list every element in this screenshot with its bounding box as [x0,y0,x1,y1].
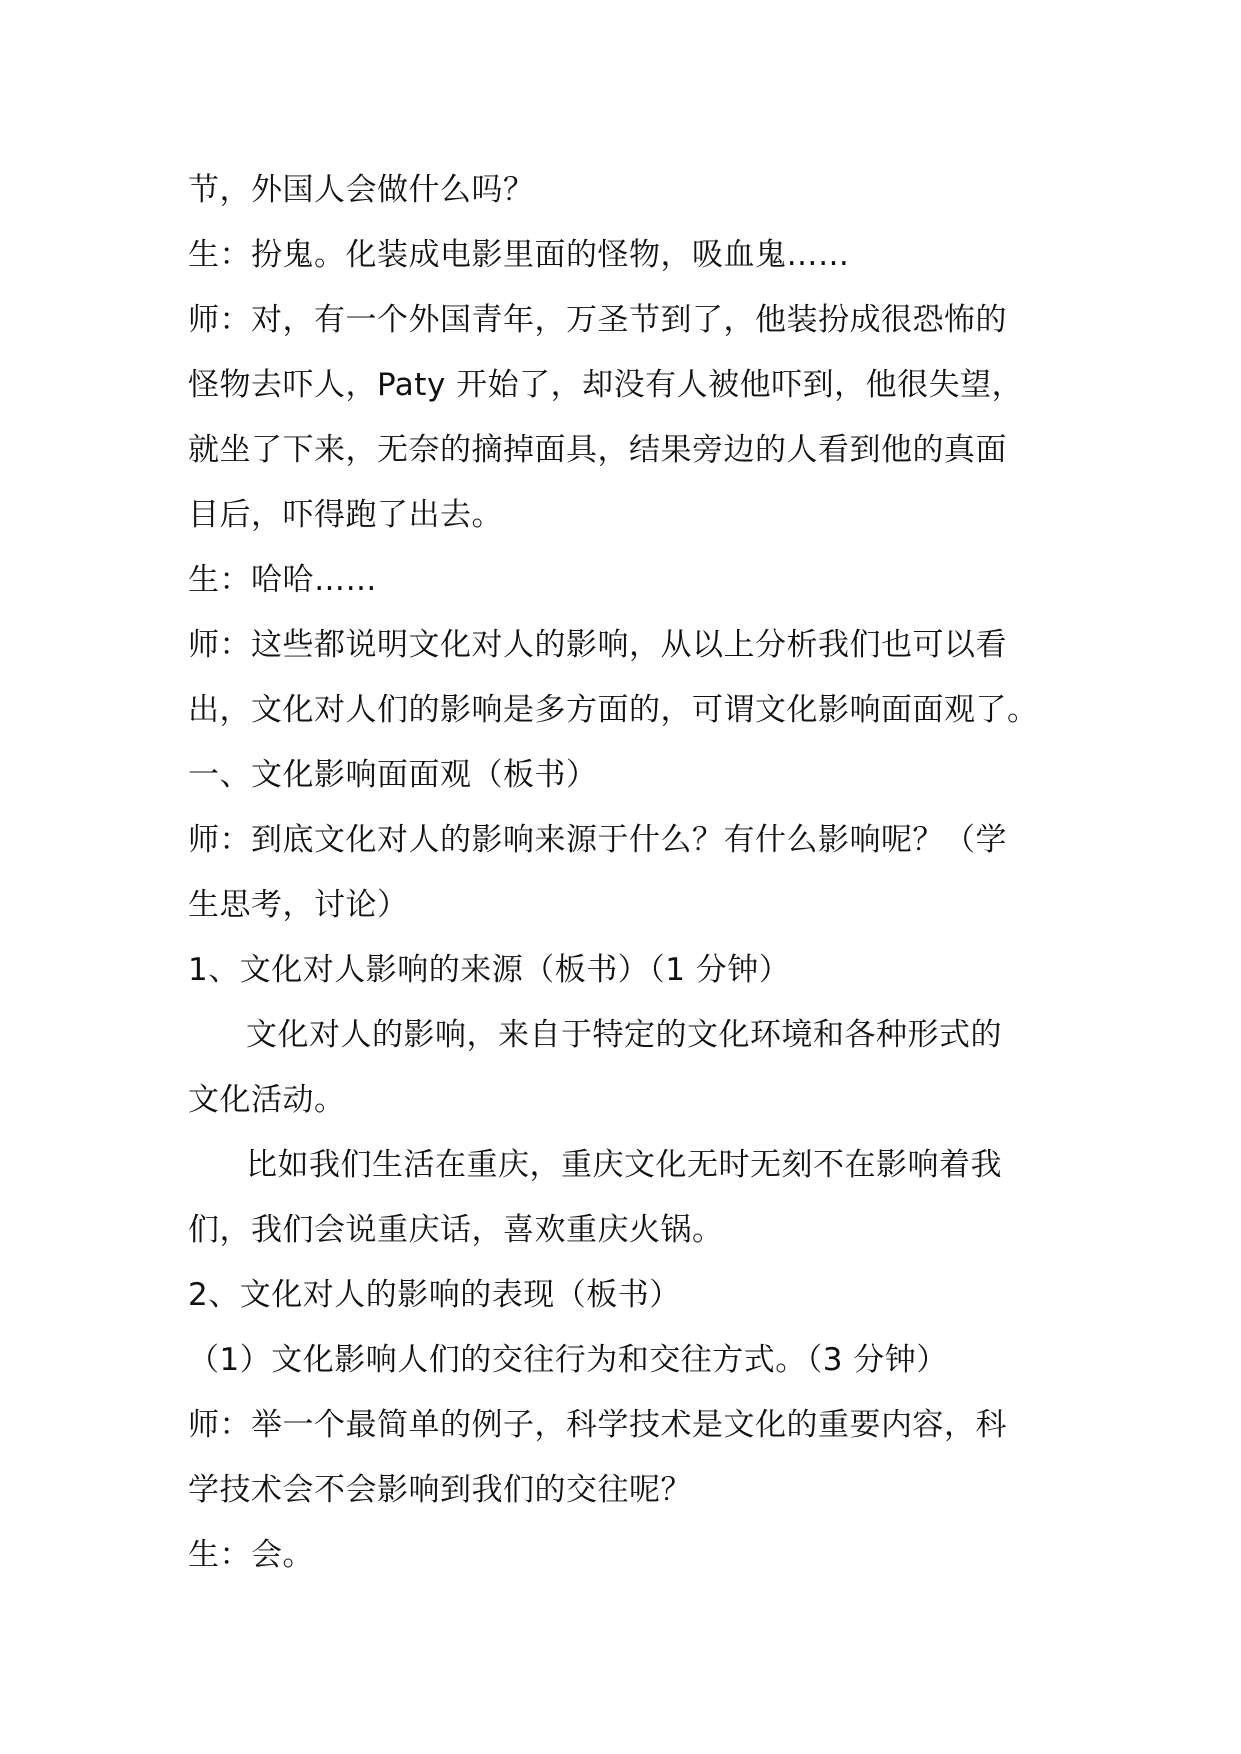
text-line: 出，文化对人们的影响是多方面的，可谓文化影响面面观了。 [188,692,1039,728]
paragraph-indented: 比如我们生活在重庆，重庆文化无时无刻不在影响着我 [246,1147,1002,1183]
section-heading: 一、文化影响面面观（板书） [188,757,598,793]
text-line: 生：扮鬼。化装成电影里面的怪物，吸血鬼…… [188,237,850,273]
subsection-heading: 1、文化对人影响的来源（板书）（1 分钟） [188,952,791,988]
text-line: 就坐了下来，无奈的摘掉面具，结果旁边的人看到他的真面 [188,432,1007,468]
list-item: （1）文化影响人们的交往行为和交往方式。（3 分钟） [188,1342,948,1378]
text-line: 师：到底文化对人的影响来源于什么？有什么影响呢？（学 [188,822,1007,858]
text-line: 节，外国人会做什么吗？ [188,172,535,208]
text-line: 生思考，讨论） [188,887,409,923]
paragraph-indented: 文化对人的影响，来自于特定的文化环境和各种形式的 [246,1017,1002,1053]
text-line: 学技术会不会影响到我们的交往呢？ [188,1472,692,1508]
text-line: 怪物去吓人，Paty 开始了，却没有人被他吓到，他很失望， [188,367,1024,403]
text-line: 们，我们会说重庆话，喜欢重庆火锅。 [188,1212,724,1248]
text-line: 师：对，有一个外国青年，万圣节到了，他装扮成很恐怖的 [188,302,1007,338]
text-line: 师：举一个最简单的例子，科学技术是文化的重要内容，科 [188,1407,1007,1443]
text-line: 师：这些都说明文化对人的影响，从以上分析我们也可以看 [188,627,1007,663]
text-line: 生：会。 [188,1537,314,1573]
text-line: 目后，吓得跑了出去。 [188,497,503,533]
subsection-heading: 2、文化对人的影响的表现（板书） [188,1277,681,1313]
text-line: 生：哈哈…… [188,562,377,598]
text-line: 文化活动。 [188,1082,346,1118]
document-body [188,158,1058,1588]
